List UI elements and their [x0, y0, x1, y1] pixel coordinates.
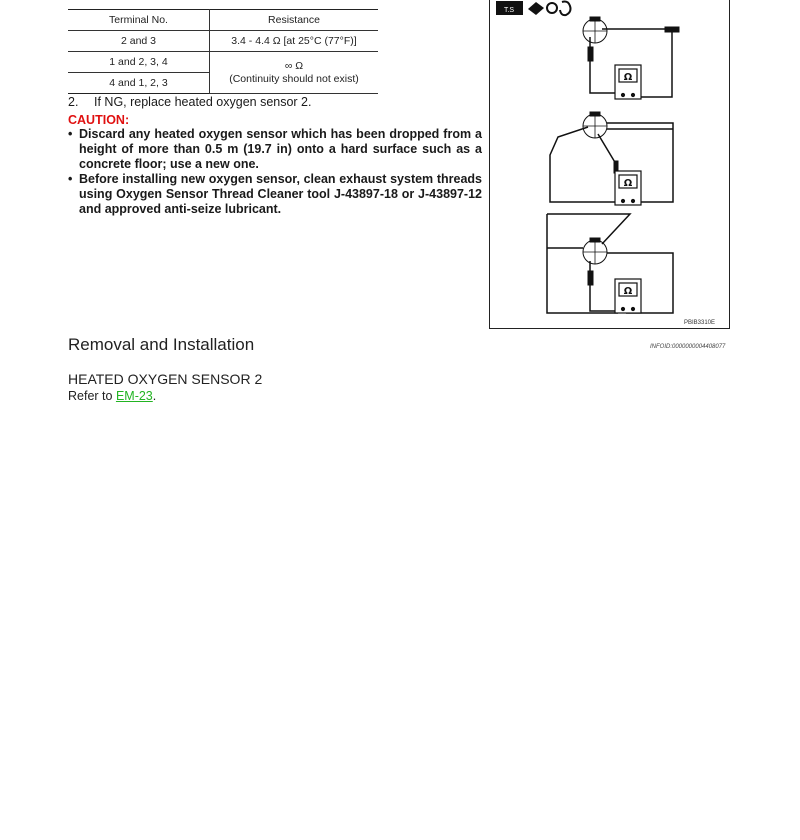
ohm-symbol: Ω [623, 72, 633, 83]
table-header-row [68, 10, 378, 31]
caution-label: CAUTION: [68, 113, 130, 127]
caution-text: Before installing new oxygen sensor, clean exhaust system threads using Oxygen Sensor Thread Cleaner tool J-43897-18 or J-43897-12 and approved anti-seize lubricant. [79, 172, 482, 216]
tool-icons [496, 1, 571, 15]
refer-suffix: . [152, 389, 157, 403]
refer-prefix: Refer to [68, 389, 116, 403]
sensor-test-figure [489, 0, 730, 329]
sub-title: HEATED OXYGEN SENSOR 2 [68, 371, 263, 387]
terminal-cell: 2 and 3 [68, 31, 210, 52]
terminal-cell: 1 and 2, 3, 4 [68, 52, 210, 73]
probe-tool-icon [547, 3, 557, 13]
diagram-terminal-4-vs-others [547, 214, 673, 313]
caution-list [68, 127, 482, 217]
table-row [68, 52, 378, 73]
terminal-header: Terminal No. [68, 10, 210, 31]
resistance-header: Resistance [210, 10, 379, 31]
svg-text:Ω: Ω [623, 286, 633, 297]
info-id: INFOID:0000000004408077 [650, 344, 726, 350]
figure-code: PBIB3310E [684, 320, 716, 326]
resistance-cell: 3.4 - 4.4 Ω [at 25°C (77°F)] [210, 31, 379, 52]
step-text: If NG, replace heated oxygen sensor 2. [94, 95, 312, 109]
connector-tool-icon [528, 2, 544, 15]
continuity-note: (Continuity should not exist) [229, 72, 359, 85]
svg-text:Ω: Ω [623, 178, 633, 189]
svg-text:T.S: T.S [503, 7, 515, 14]
caution-item [68, 127, 482, 172]
table-row [68, 31, 378, 52]
caution-text: Discard any heated oxygen sensor which has been dropped from a height of more than 0.5 m (19.7 in) onto a hard surface such as a concrete floor; use a new one. [79, 127, 482, 171]
diagram-terminal-1-vs-others [550, 112, 673, 205]
em-23-link[interactable]: EM-23 [115, 389, 153, 403]
diagram-terminals-2-3 [583, 17, 679, 99]
reference-line [68, 389, 156, 403]
terminal-cell: 4 and 1, 2, 3 [68, 73, 210, 94]
step-number: 2. [68, 95, 79, 109]
resistance-cell-merged [210, 52, 379, 94]
section-title: Removal and Installation [68, 335, 255, 354]
resistance-table [68, 9, 378, 94]
infinity-ohm-value: ∞ Ω [284, 59, 304, 72]
figure-drawing [490, 0, 731, 330]
step-2 [68, 95, 312, 109]
bullet-icon: • [68, 127, 73, 141]
hand-tool-icon [560, 2, 571, 16]
caution-item [68, 172, 482, 217]
bullet-icon: • [68, 172, 73, 186]
